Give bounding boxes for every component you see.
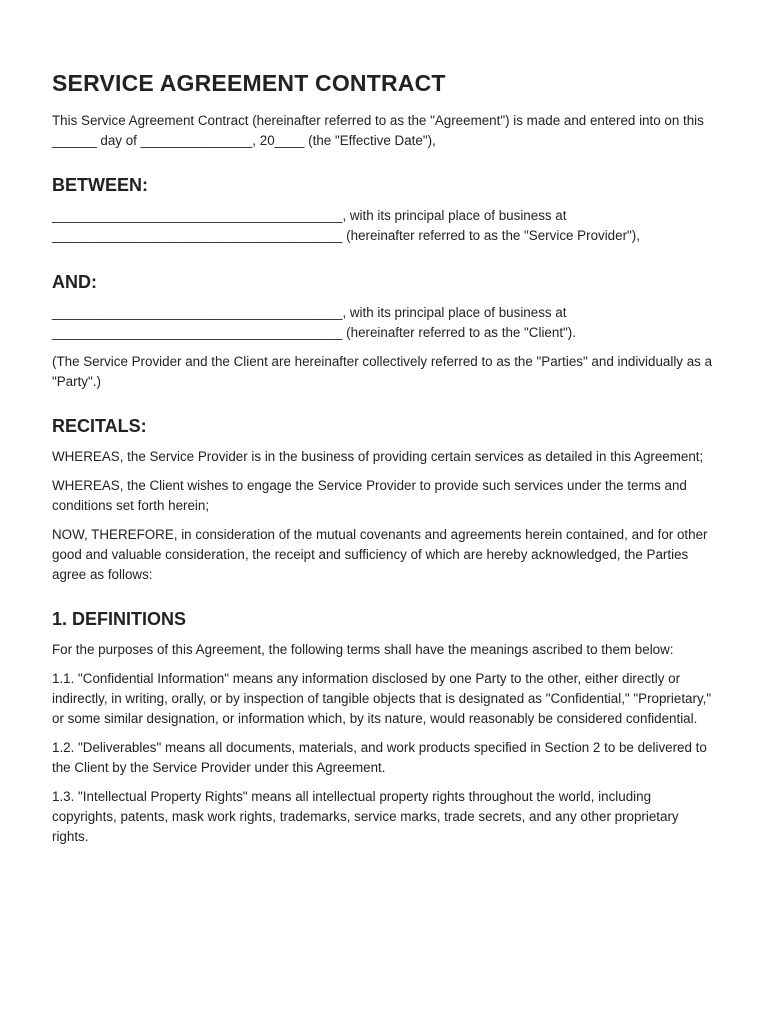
definition-item: 1.3. "Intellectual Property Rights" means all intellectual property rights throughout the world, including copyrights, patents, mask work rights, trademarks, service marks, trade secrets, and any other proprietary rights. [52,789,679,844]
parties-note: (The Service Provider and the Client are hereinafter collectively referred to as the "Parties" and individually as a "Party".) [52,354,713,389]
recitals-heading: RECITALS: [52,416,147,436]
document-page [52,70,718,856]
definitions-intro: For the purposes of this Agreement, the following terms shall have the meanings ascribed to them below: [52,642,674,657]
recital-item: WHEREAS, the Client wishes to engage the Service Provider to provide such services under the terms and conditions set forth herein; [52,478,687,513]
definition-item: 1.1. "Confidential Information" means any information disclosed by one Party to the other, either directly or indirectly, in writing, orally, or by inspection of tangible objects that is designated as "Confidential," "Proprietary," or some similar designation, or information which, by its nature, would reasonably be considered confidential. [52,671,712,726]
and-heading: AND: [52,272,97,292]
recital-item: WHEREAS, the Service Provider is in the business of providing certain services as detailed in this Agreement; [52,449,704,464]
between-heading: BETWEEN: [52,175,148,195]
between-paragraph: _______________________________________, with its principal place of business at _______________________________________ (hereinafter referred to as the "Service Provider"), [52,208,640,243]
recital-item: NOW, THEREFORE, in consideration of the mutual covenants and agreements herein contained, and for other good and valuable consideration, the receipt and sufficiency of which are hereby acknowledged, the Parties agree as follows: [52,527,708,582]
definition-item: 1.2. "Deliverables" means all documents, materials, and work products specified in Section 2 to be delivered to the Client by the Service Provider under this Agreement. [52,740,707,775]
and-paragraph: _______________________________________, with its principal place of business at _______________________________________ (hereinafter referred to as the "Client"). [52,305,576,340]
intro-paragraph: This Service Agreement Contract (hereinafter referred to as the "Agreement") is made and entered into on this ______ day of _______________, 20____ (the "Effective Date"), [52,113,704,148]
document-title: SERVICE AGREEMENT CONTRACT [52,70,446,96]
definitions-heading: 1. DEFINITIONS [52,609,187,629]
